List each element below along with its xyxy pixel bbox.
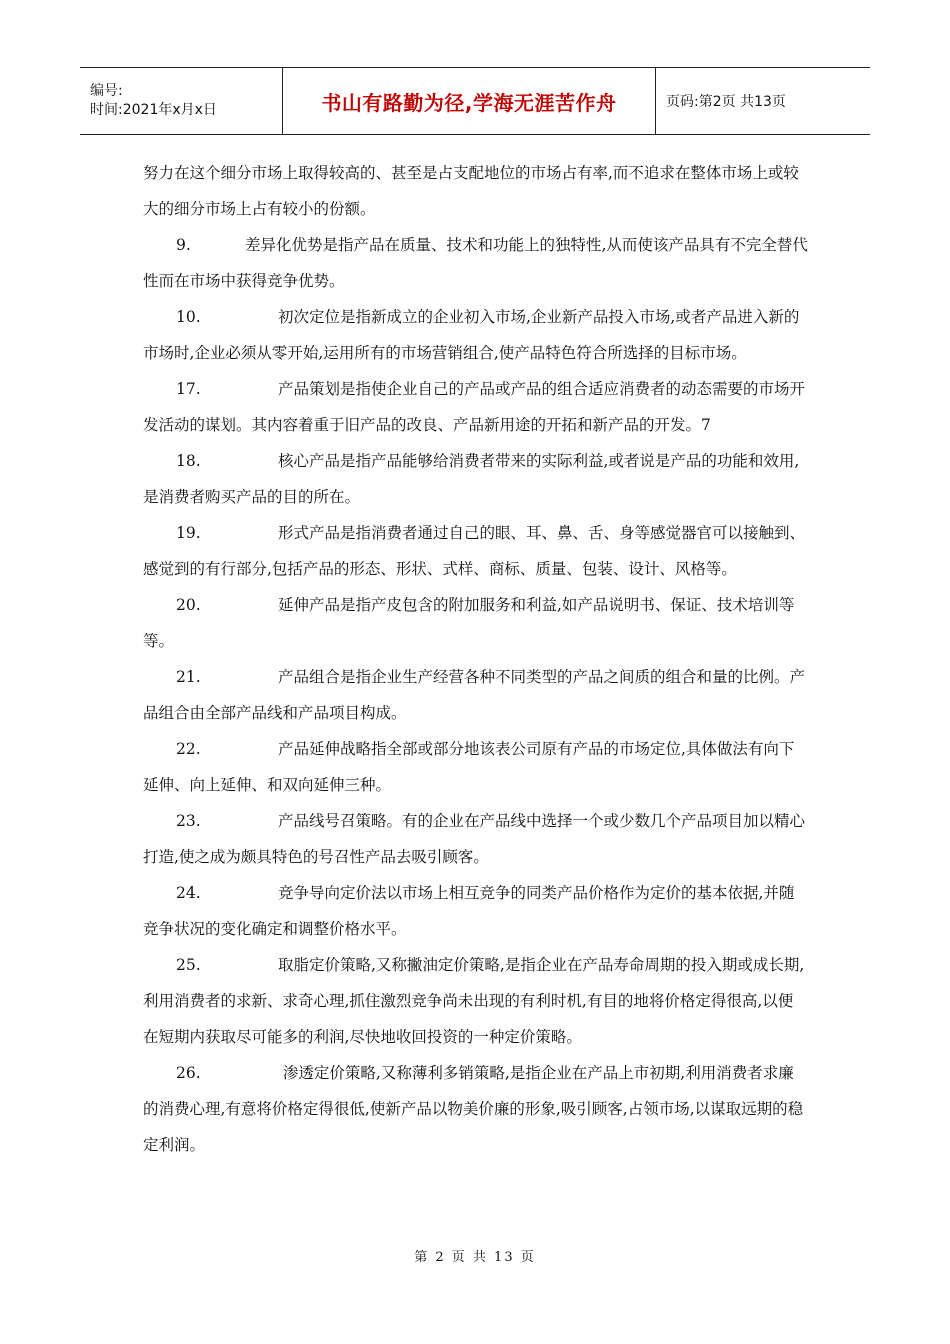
- paragraph: [143, 371, 808, 443]
- paragraph-text: 努力在这个细分市场上取得较高的、甚至是占支配地位的市场占有率,而不追求在整体市场上或较大的细分市场上占有较小的份额。: [143, 164, 799, 218]
- paragraph-text: 核心产品是指产品能够给消费者带来的实际利益,或者说是产品的功能和效用,是消费者购买产品的目的所在。: [143, 452, 800, 506]
- time-label: 时间:2021年x月x日: [90, 102, 217, 118]
- document-header: [80, 67, 870, 135]
- paragraph-text: 产品延伸战略指全部或部分地该表公司原有产品的市场定位,具体做法有向下延伸、向上延伸、和双向延伸三种。: [143, 740, 795, 794]
- paragraph: [143, 1055, 808, 1163]
- paragraph-number: 18.: [176, 452, 201, 470]
- paragraph-text: 形式产品是指消费者通过自己的眼、耳、鼻、舌、身等感觉器官可以接触到、感觉到的有行部分,包括产品的形态、形状、式样、商标、质量、包装、设计、风格等。: [143, 524, 806, 578]
- paragraph-text: 取脂定价策略,又称撇油定价策略,是指企业在产品寿命周期的投入期或成长期,利用消费者的求新、求奇心理,抓住激烈竞争尚未出现的有利时机,有目的地将价格定得很高,以便在短期内获取尽可能多的利润,尽快地收回投资的一种定价策略。: [143, 956, 805, 1046]
- paragraph: [143, 443, 808, 515]
- paragraph-number: 9.: [176, 236, 191, 254]
- paragraph-text: 产品策划是指使企业自己的产品或产品的组合适应消费者的动态需要的市场开发活动的谋划。其内容着重于旧产品的改良、产品新用途的开拓和新产品的开发。7: [143, 380, 806, 434]
- paragraph-number: 21.: [176, 668, 201, 686]
- paragraph-text: 延伸产品是指产皮包含的附加服务和利益,如产品说明书、保证、技术培训等等。: [143, 596, 795, 650]
- header-page-cell: [656, 68, 871, 135]
- paragraph: [143, 515, 808, 587]
- motto-text: 书山有路勤为径,学海无涯苦作舟: [321, 90, 617, 115]
- header-meta-cell: [80, 68, 283, 135]
- paragraph-number: 22.: [176, 740, 201, 758]
- paragraph: [143, 731, 808, 803]
- paragraph-number: 23.: [176, 812, 201, 830]
- paragraph-number: 20.: [176, 596, 201, 614]
- paragraph-text: 渗透定价策略,又称薄利多销策略,是指企业在产品上市初期,利用消费者求廉的消费心理,有意将价格定得很低,使新产品以物美价廉的形象,吸引顾客,占领市场,以谋取远期的稳定利润。: [143, 1064, 804, 1154]
- paragraph-text: 产品线号召策略。有的企业在产品线中选择一个或少数几个产品项目加以精心打造,使之成为颇具特色的号召性产品去吸引顾客。: [143, 812, 806, 866]
- page-footer: 第 2 页 共 13 页: [414, 1250, 536, 1265]
- paragraph: [143, 875, 808, 947]
- number-label: 编号:: [90, 83, 123, 99]
- paragraph: [143, 227, 808, 299]
- page-code: 页码:第2页 共13页: [666, 94, 786, 110]
- document-body: [143, 155, 808, 1163]
- paragraph-text: 产品组合是指企业生产经营各种不同类型的产品之间质的组合和量的比例。产品组合由全部产品线和产品项目构成。: [143, 668, 806, 722]
- paragraph-text: 竞争导向定价法以市场上相互竞争的同类产品价格作为定价的基本依据,并随竞争状况的变化确定和调整价格水平。: [143, 884, 795, 938]
- paragraph-text: 初次定位是指新成立的企业初入市场,企业新产品投入市场,或者产品进入新的市场时,企业必须从零开始,运用所有的市场营销组合,使产品特色符合所选择的目标市场。: [143, 308, 800, 362]
- paragraph-number: 24.: [176, 884, 201, 902]
- paragraph: [143, 659, 808, 731]
- paragraph-number: 10.: [176, 308, 201, 326]
- paragraph: [143, 155, 808, 227]
- paragraph: [143, 803, 808, 875]
- paragraph: [143, 299, 808, 371]
- paragraph-number: 25.: [176, 956, 201, 974]
- paragraph: [143, 587, 808, 659]
- paragraph: [143, 947, 808, 1055]
- paragraph-number: 19.: [176, 524, 201, 542]
- header-motto-cell: [283, 68, 656, 135]
- paragraph-number: 26.: [176, 1064, 201, 1082]
- paragraph-text: 差异化优势是指产品在质量、技术和功能上的独特性,从而使该产品具有不完全替代性而在市场中获得竞争优势。: [143, 236, 808, 290]
- paragraph-number: 17.: [176, 380, 201, 398]
